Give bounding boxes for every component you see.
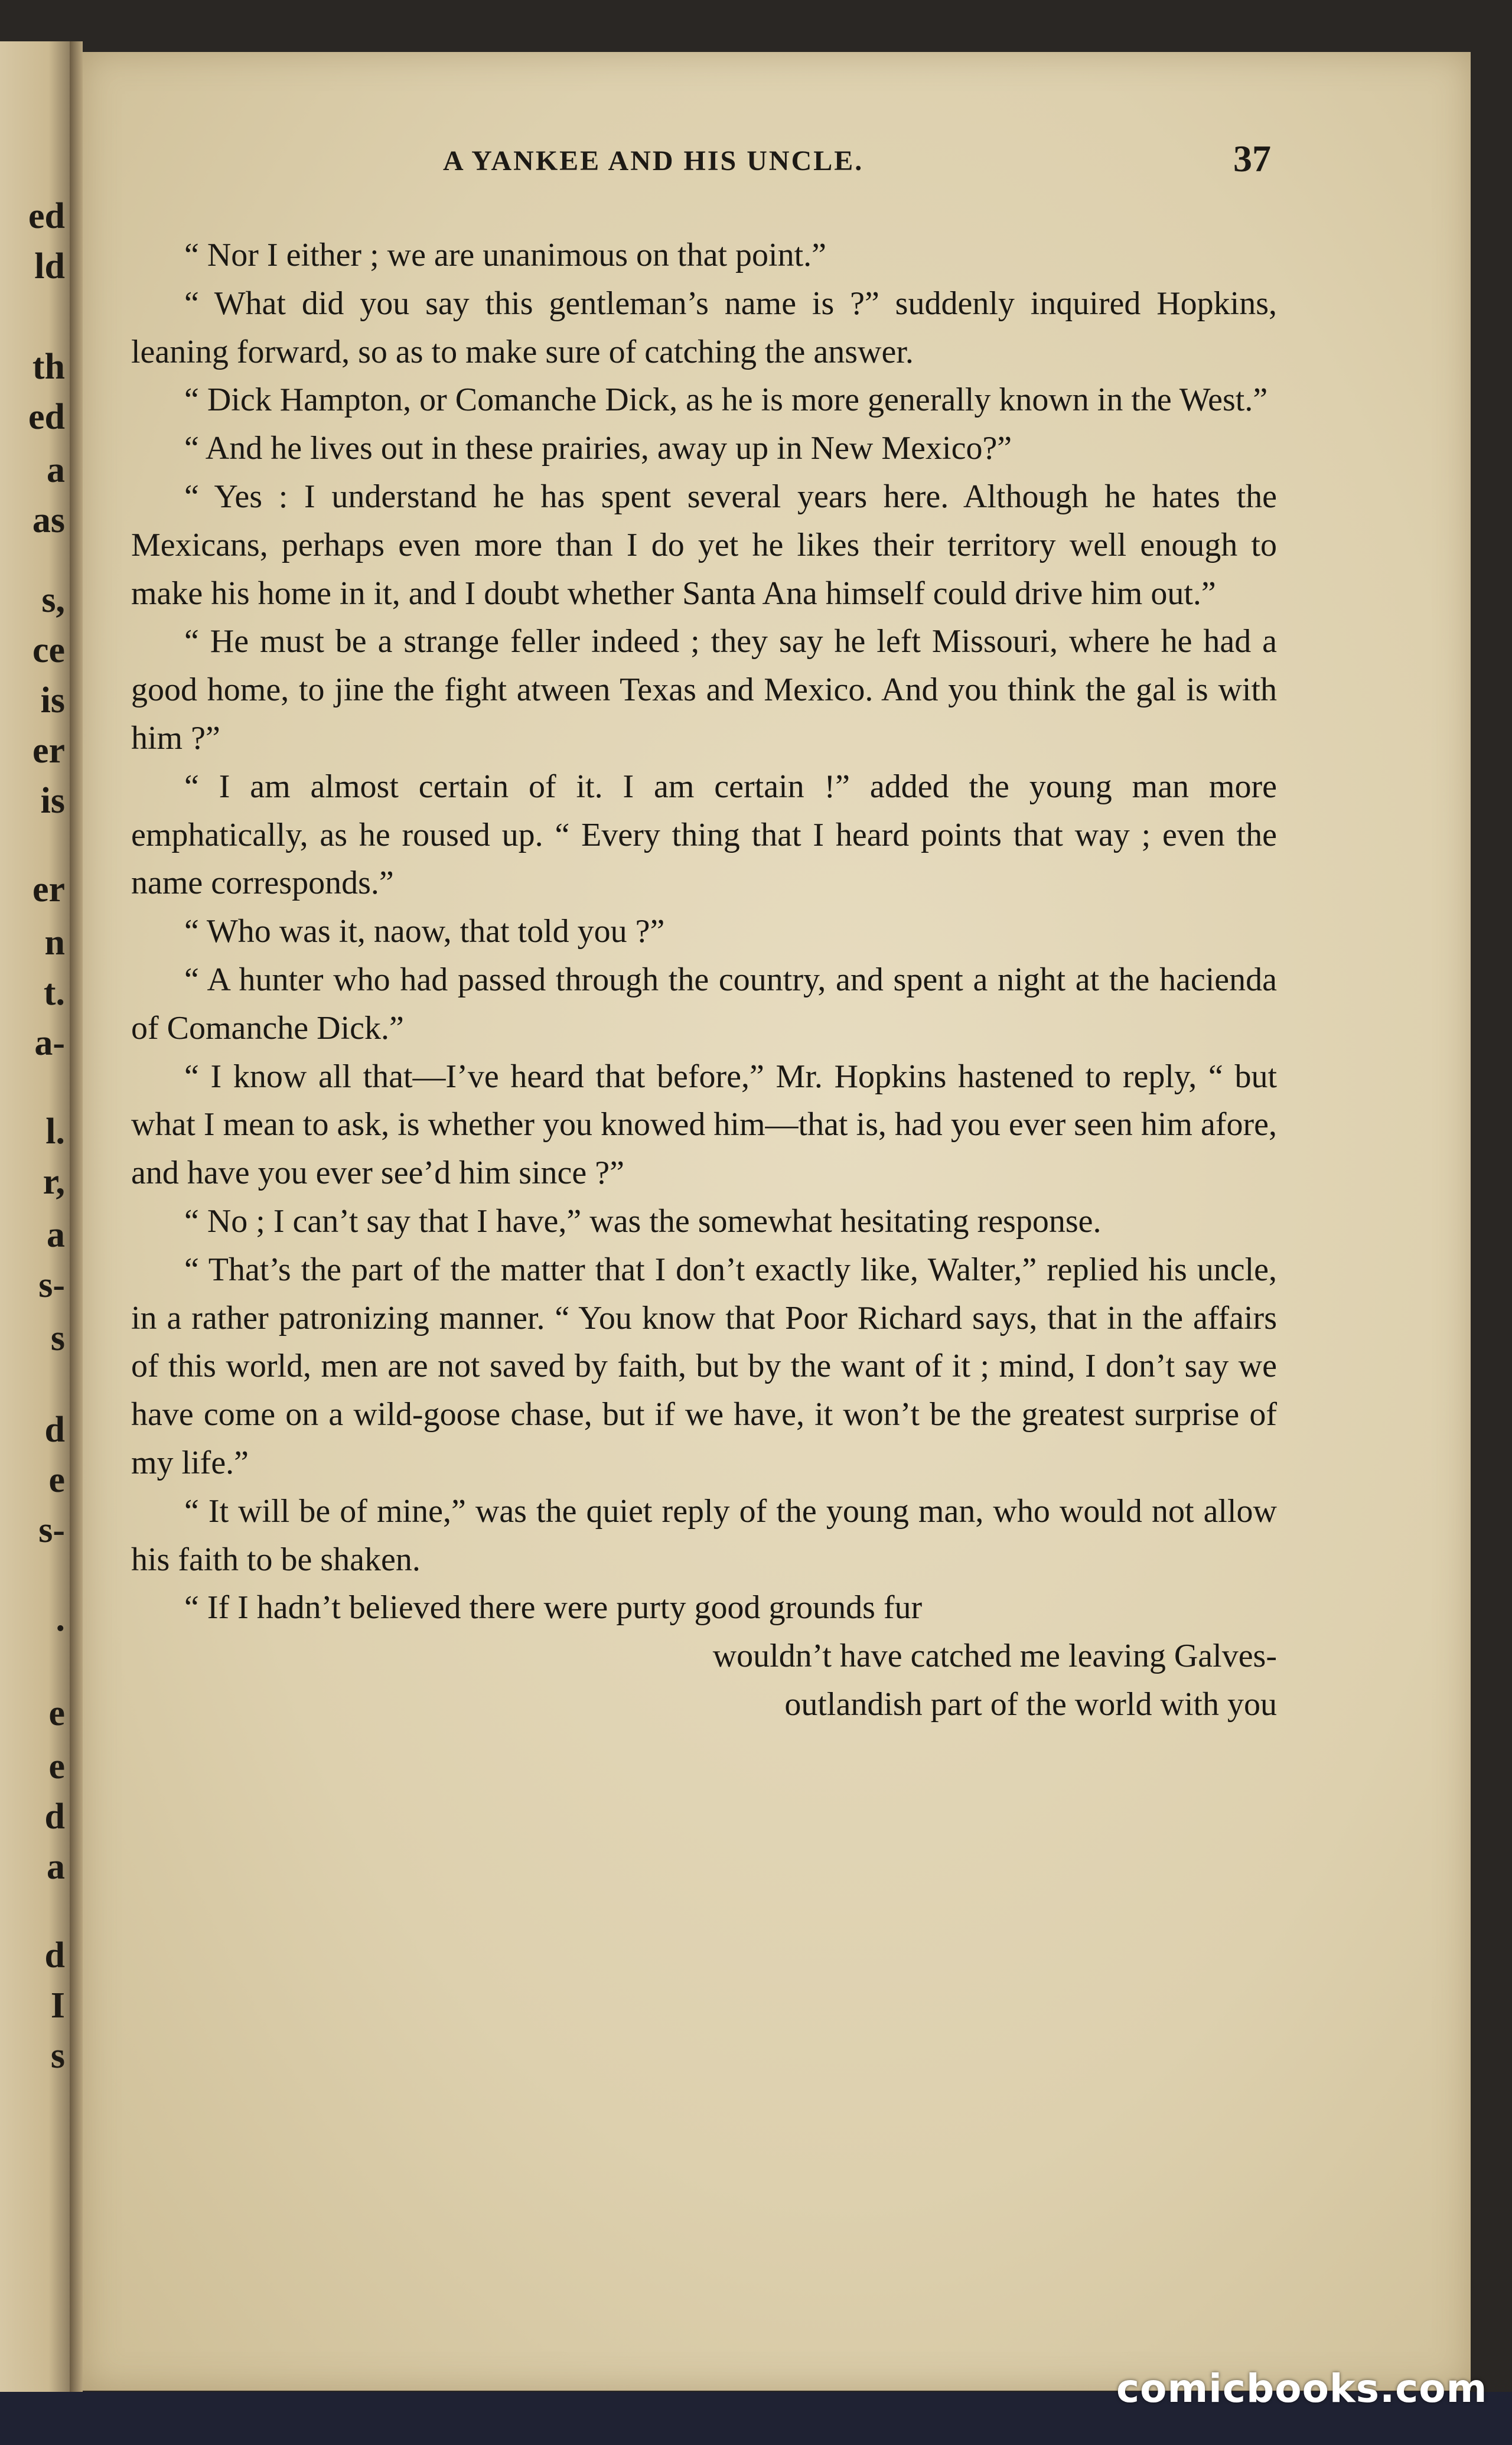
paragraph: “ And he lives out in these prairies, away up in New Mexico?”: [184, 430, 1012, 467]
book-gutter: [70, 41, 83, 2392]
paragraph-tail-line: wouldn’t have catched me leaving Galves-: [712, 1638, 1277, 1675]
paragraph: “ He must be a strange feller indeed ; they say he left Missouri, where he had a good home, to jine the fight atween Texas and Mexico. And you think the gal is with him ?”: [131, 623, 1277, 757]
paragraph: “ Yes : I understand he has spent several years here. Although he hates the Mexicans, perhaps even more than I do yet he likes their territory well enough to make his home in it, and I doubt whether Santa Ana himself could drive him out.”: [131, 478, 1277, 612]
facing-page-fragment: s-: [38, 1265, 65, 1305]
facing-page-edge: [0, 41, 70, 2392]
facing-page-fragment: n: [44, 922, 65, 963]
facing-page-fragment: er: [32, 869, 65, 909]
facing-page-fragment: d: [44, 1797, 65, 1837]
facing-page-fragment: a-: [34, 1023, 65, 1063]
paragraph: “ Who was it, naow, that told you ?”: [184, 913, 665, 950]
facing-page-fragment: a: [47, 450, 65, 490]
paragraph-tail-line: outlandish part of the world with you: [784, 1686, 1277, 1723]
facing-page-fragment: e: [48, 1693, 65, 1733]
paragraph: “ Nor I either ; we are unanimous on that point.”: [184, 237, 826, 273]
facing-page-fragment: is: [40, 680, 65, 721]
facing-page-fragment: d: [44, 1935, 65, 1975]
body-text: [131, 232, 1277, 1729]
facing-page-fragment: is: [40, 781, 65, 821]
facing-page-fragment: a: [47, 1215, 65, 1255]
paragraph: “ It will be of mine,” was the quiet reply of the young man, who would not allow his faith to be shaken.: [131, 1492, 1277, 1578]
facing-page-fragment: t.: [43, 973, 65, 1013]
facing-page-fragment: s: [50, 1318, 65, 1358]
facing-page-fragment: s,: [41, 580, 65, 620]
paragraph: “ Dick Hampton, or Comanche Dick, as he is more generally known in the West.”: [184, 382, 1268, 419]
facing-page-fragment: I: [50, 1986, 65, 2026]
paragraph: “ What did you say this gentleman’s name is ?” suddenly inquired Hopkins, leaning forward, so as to make sure of catching the answer.: [131, 285, 1277, 370]
running-head: A YANKEE AND HIS UNCLE.: [443, 145, 864, 177]
facing-page-fragment: s-: [38, 1510, 65, 1550]
facing-page-fragment: a: [47, 1847, 65, 1887]
paragraph: “ That’s the part of the matter that I don’t exactly like, Walter,” replied his uncle, in a rather patronizing manner. “ You know that Poor Richard says, that in the affairs of this world, men are not saved by faith, but by the want of it ; mind, I don’t say we have come on a wild-goose chase, but if we have, it won’t be the greatest surprise of my life.”: [131, 1251, 1277, 1481]
page-number: 37: [1233, 138, 1271, 180]
facing-page-fragment: e: [48, 1746, 65, 1787]
paragraph: “ If I hadn’t believed there were purty good grounds fur: [184, 1589, 923, 1626]
facing-page-fragment: .: [56, 1599, 65, 1639]
facing-page-fragment: ld: [34, 246, 65, 286]
paragraph: “ A hunter who had passed through the country, and spent a night at the hacienda of Comanche Dick.”: [131, 961, 1277, 1047]
watermark: comicbooks.com: [1116, 2366, 1488, 2411]
facing-page-fragment: d: [44, 1410, 65, 1450]
paragraph: “ No ; I can’t say that I have,” was the somewhat hesitating response.: [184, 1202, 1102, 1240]
facing-page-fragment: er: [32, 731, 65, 771]
facing-page-fragment: as: [32, 500, 65, 540]
facing-page-fragment: ed: [28, 196, 65, 236]
facing-page-fragment: ed: [28, 397, 65, 437]
facing-page-fragment: r,: [43, 1162, 65, 1202]
paragraph: “ I am almost certain of it. I am certain !” added the young man more emphatically, as he roused up. “ Every thing that I heard points that way ; even the name corresponds.”: [131, 768, 1277, 902]
facing-page-fragment: s: [50, 2036, 65, 2076]
facing-page-fragment: l.: [45, 1111, 65, 1152]
facing-page-fragment: e: [48, 1460, 65, 1500]
paragraph: “ I know all that—I’ve heard that before,” Mr. Hopkins hastened to reply, “ but what I mean to ask, is whether you knowed him—that is, had you ever seen him afore, and have you ever see’d him since ?”: [131, 1058, 1277, 1192]
facing-page-fragment: th: [32, 347, 65, 387]
facing-page-fragment: ce: [32, 630, 65, 670]
